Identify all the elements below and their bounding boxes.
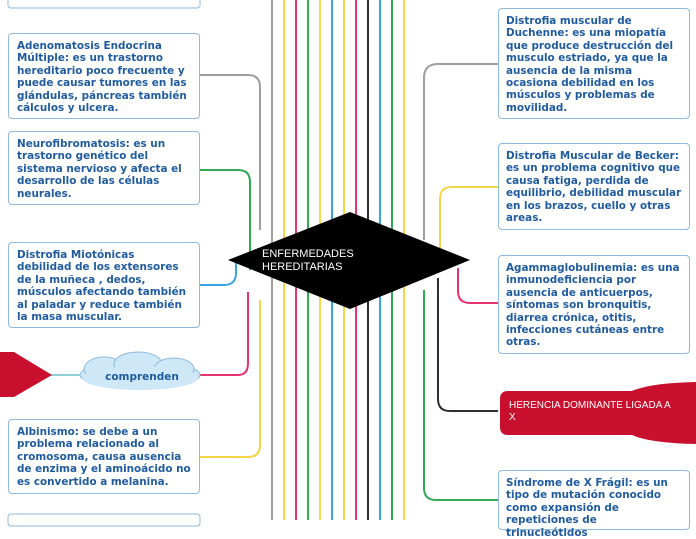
- card-text: Neurofibromatosis: es un trastorno genético del sistema nervioso y afecta el desarrollo de las células neurales.: [17, 138, 182, 200]
- branch-line: [200, 292, 248, 375]
- card-duchenne[interactable]: [498, 8, 690, 119]
- card-neurofibromatosis[interactable]: [8, 131, 200, 205]
- card-text: Agammaglobulinemia: es una inmunodeficiencia por ausencia de anticuerpos, síntomas son bronquitis, diarrea crónica, otitis, infecciones cutáneas entre otras.: [506, 262, 680, 349]
- card-becker[interactable]: [498, 143, 690, 230]
- card-text: Albinismo: se debe a un problema relacionado al cromosoma, causa ausencia de enzima y el aminoácido no es convertido a melanina.: [17, 426, 191, 488]
- card-text: Síndrome de X Frágil: es un tipo de mutación conocido como expansión de repeticiones de trinucleótidos: [506, 477, 668, 539]
- branch-line: [200, 300, 260, 457]
- partial-card-top-left: [8, 0, 200, 8]
- card-adenomatosis[interactable]: [8, 33, 200, 119]
- card-albinismo[interactable]: [8, 419, 200, 494]
- card-agammaglobulinemia[interactable]: [498, 255, 690, 354]
- connector-label[interactable]: comprenden: [105, 371, 179, 383]
- center-node-title[interactable]: ENFERMEDADES HEREDITARIAS: [262, 248, 354, 273]
- card-text: Distrofia muscular de Duchenne: es una miopatía que produce destrucción del musculo estriado, ya que la ausencia de la misma ocasiona debilidad en los músculos y problemas de movilidad.: [506, 15, 674, 114]
- branch-line: [200, 262, 236, 285]
- partial-card-bottom-left: [8, 514, 200, 526]
- card-text: Distrofia Muscular de Becker: es un problema cognitivo que causa fatiga, perdida de equilibrio, debilidad muscular en los brazos, cuello y otras areas.: [506, 150, 682, 225]
- card-distrofia-miotonica[interactable]: [8, 242, 200, 328]
- branch-line: [440, 187, 498, 250]
- left-banner-shape: [0, 352, 52, 397]
- branch-line: [424, 290, 498, 500]
- branch-line: [424, 64, 498, 240]
- branch-line: [458, 268, 498, 303]
- branch-line: [438, 278, 498, 411]
- card-text: Adenomatosis Endocrina Múltiple: es un trastorno hereditario poco frecuente y puede causar tumores en las glándulas, páncreas también cálculos y ulcera.: [17, 40, 187, 115]
- banner-title[interactable]: HERENCIA DOMINANTE LIGADA A X: [509, 400, 671, 423]
- card-x-fragil[interactable]: [498, 470, 690, 539]
- card-text: Distrofia Miotónicas debilidad de los extensores de la muñeca , dedos, músculos afectando también al paladar y reduce también la masa muscular.: [17, 249, 187, 324]
